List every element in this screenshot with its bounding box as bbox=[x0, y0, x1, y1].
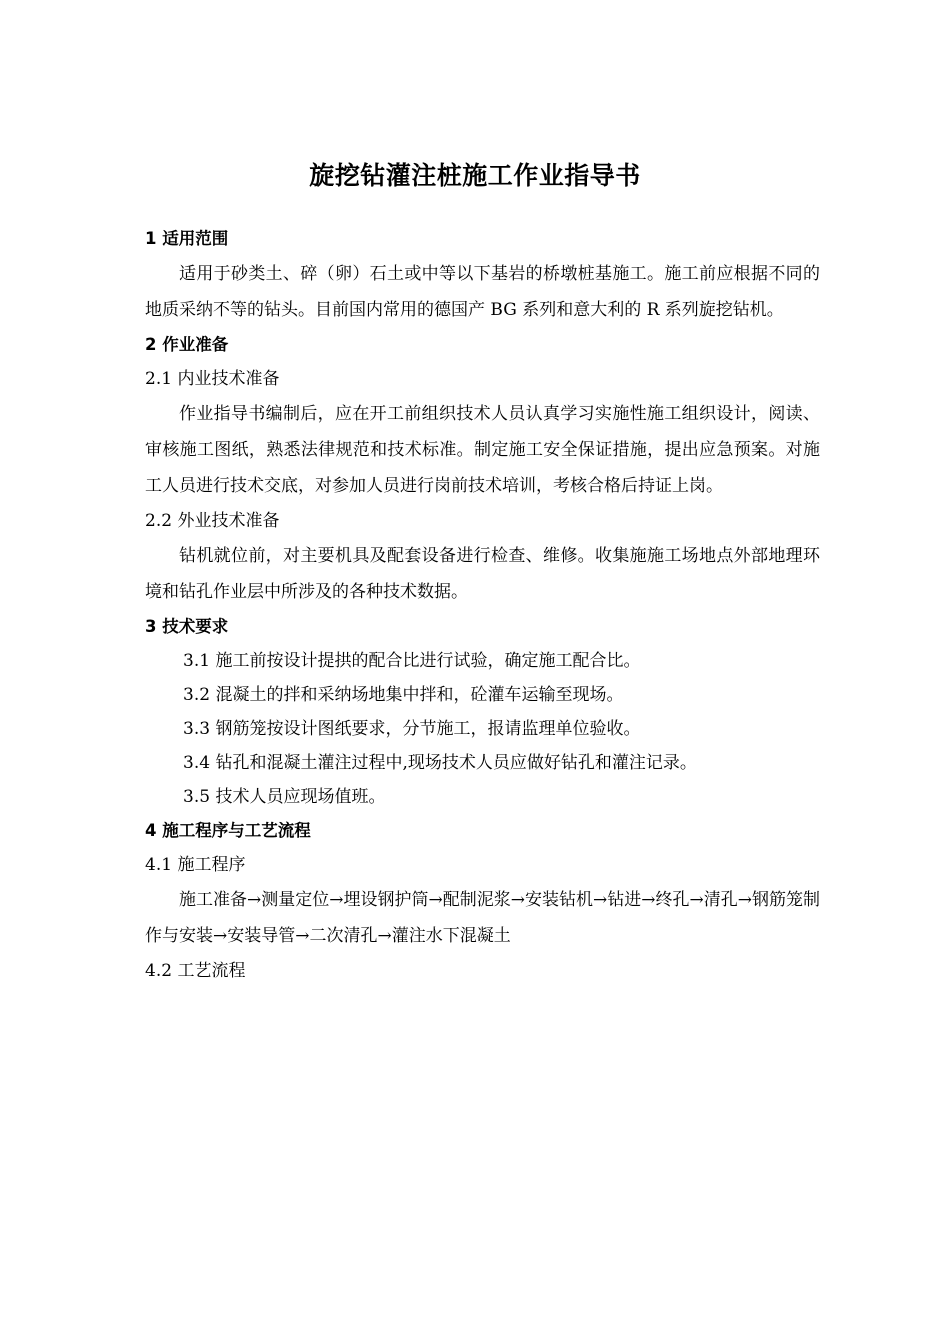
section-2-2-paragraph: 钻机就位前，对主要机具及配套设备进行检查、维修。收集施施工场地点外部地理环境和钻孔作业层中所涉及的各种技术数据。 bbox=[145, 546, 820, 602]
list-item: 3.3 钢筋笼按设计图纸要求，分节施工，报请监理单位验收。 bbox=[183, 719, 641, 739]
document-body bbox=[145, 222, 820, 988]
section-1-heading: 1 适用范围 bbox=[145, 229, 229, 248]
section-3-heading: 3 技术要求 bbox=[145, 617, 229, 636]
section-4-2-heading: 4.2 工艺流程 bbox=[145, 961, 246, 981]
list-item: 3.1 施工前按设计提拱的配合比进行试验，确定施工配合比。 bbox=[183, 651, 641, 671]
section-1-paragraph: 适用于砂类土、碎（卵）石土或中等以下基岩的桥墩桩基施工。施工前应根据不同的地质采纳不等的钻头。目前国内常用的德国产 BG 系列和意大利的 R 系列旋挖钻机。 bbox=[145, 264, 820, 320]
list-item: 3.2 混凝土的拌和采纳场地集中拌和，砼灌车运输至现场。 bbox=[183, 685, 624, 705]
section-2-1-heading: 2.1 内业技术准备 bbox=[145, 369, 280, 389]
section-4-heading: 4 施工程序与工艺流程 bbox=[145, 821, 311, 840]
section-4-1-paragraph: 施工准备→测量定位→埋设钢护筒→配制泥浆→安装钻机→钻进→终孔→清孔→钢筋笼制作与安装→安装导管→二次清孔→灌注水下混凝土 bbox=[145, 890, 820, 946]
section-2-heading: 2 作业准备 bbox=[145, 335, 229, 354]
document-title: 旋挖钻灌注桩施工作业指导书 bbox=[309, 161, 641, 190]
list-item: 3.4 钻孔和混凝土灌注过程中,现场技术人员应做好钻孔和灌注记录。 bbox=[183, 753, 697, 773]
section-4-1-heading: 4.1 施工程序 bbox=[145, 855, 246, 875]
section-2-2-heading: 2.2 外业技术准备 bbox=[145, 511, 280, 531]
section-2-1-paragraph: 作业指导书编制后，应在开工前组织技术人员认真学习实施性施工组织设计，阅读、审核施工图纸，熟悉法律规范和技术标准。制定施工安全保证措施，提出应急预案。对施工人员进行技术交底，对参加人员进行岗前技术培训，考核合格后持证上岗。 bbox=[145, 404, 820, 496]
list-item: 3.5 技术人员应现场值班。 bbox=[183, 787, 386, 807]
